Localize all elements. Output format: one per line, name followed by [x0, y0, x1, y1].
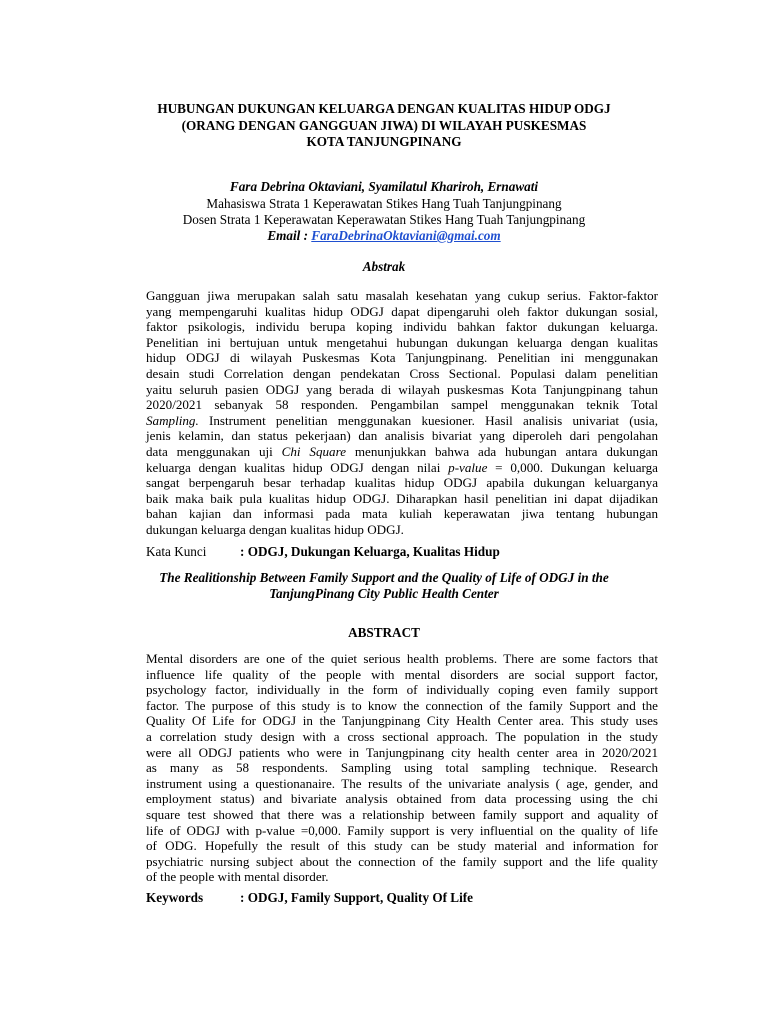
abstrak-italic-term: Sampling.: [146, 412, 199, 428]
abstract-line: Quality Of Life for ODGJ in the Tanjungpinang City Health Center area. This study uses: [146, 713, 658, 729]
email-link[interactable]: FaraDebrinaOktaviani@gmai.com: [311, 228, 501, 243]
abstract-line: psychology factor, individually in the form of individually coping even family support: [146, 682, 658, 698]
abstrak-italic-term: p-value: [448, 459, 488, 475]
email-line: [0, 228, 768, 245]
paper-title: [120, 101, 648, 151]
abstrak-italic-term: Chi Square: [281, 443, 347, 459]
abstract-line: influence life quality of the people with mental disorders are social support factor,: [146, 666, 658, 682]
title-line: KOTA TANJUNGPINANG: [306, 134, 462, 149]
abstrak-line: Penelitian ini bertujuan untuk mengetahui hubungan dukungan keluarga dengan kualitas: [146, 334, 658, 350]
abstract-line: factor. The purpose of this study is to know the connection of the family Support and the: [146, 697, 658, 713]
abstract-heading: ABSTRACT: [348, 625, 420, 640]
abstract-line: square test showed that there was a relationship between family support and aquality of: [146, 806, 658, 822]
author-names: Fara Debrina Oktaviani, Syamilatul Khariroh, Ernawati: [229, 179, 539, 194]
email-label: Email :: [267, 228, 308, 243]
abstrak-line: jenis kelamin, dan status pekerjaan) dan analisis bivariat yang diperoleh dari pengolahan: [146, 428, 658, 444]
affiliation-student: Mahasiswa Strata 1 Keperawatan Stikes Hang Tuah Tanjungpinang: [206, 196, 562, 211]
keywords-label: Keywords: [146, 890, 204, 905]
abstract-line: of ODG. Hopefully the result of this study can be study material and information for: [146, 838, 658, 854]
english-title-line: The Realitionship Between Family Support and the Quality of Life of ODGJ in the: [159, 570, 609, 585]
abstrak-line: 2020/2021 sebanyak 58 responden. Pengambilan sampel menggunakan teknik Total: [146, 397, 658, 413]
abstrak-body: [146, 288, 658, 538]
abstrak-line: data menggunakan uji Chi Square menunjukkan bahwa ada hubungan antara dukungan: [146, 443, 658, 459]
abstrak-line: keluarga dengan kualitas hidup ODGJ dengan nilai p-value = 0,000. Dukungan keluarga: [146, 459, 658, 475]
abstract-body: [146, 651, 658, 885]
abstrak-line: Sampling. Instrument penelitian menggunakan kuesioner. Hasil analisis univariat (usia,: [146, 412, 658, 428]
abstract-line: psychiatric nursing subject about the connection of the family support and the life quality: [146, 853, 658, 869]
keywords-row: [146, 890, 473, 906]
abstrak-heading: Abstrak: [362, 259, 406, 274]
keywords-value: : ODGJ, Family Support, Quality Of Life: [240, 890, 473, 905]
abstract-line: Mental disorders are one of the quiet serious health problems. There are some factors that: [146, 651, 658, 666]
english-title-line: TanjungPinang City Public Health Center: [269, 586, 499, 601]
kata-kunci-value: : ODGJ, Dukungan Keluarga, Kualitas Hidup: [240, 544, 500, 559]
abstrak-line: Gangguan jiwa merupakan salah satu masalah kesehatan yang cukup serius. Faktor-faktor: [146, 288, 658, 303]
abstrak-line: faktor psikologis, individu berupa koping individu bahkan faktor dukungan keluarga.: [146, 319, 658, 335]
kata-kunci-label: Kata Kunci: [146, 544, 207, 559]
abstrak-line: yang mempengaruhi kualitas hidup ODGJ dapat dipengaruhi oleh faktor dukungan sosial,: [146, 303, 658, 319]
title-line: HUBUNGAN DUKUNGAN KELUARGA DENGAN KUALITAS HIDUP ODGJ: [157, 101, 611, 116]
abstract-line: instrument using a questionanaire. The results of the univariate analysis ( age, gender, and: [146, 775, 658, 791]
abstract-line: life of ODGJ with p-value =0,000. Family support is very influential on the quality of life: [146, 822, 658, 838]
abstract-line: of the people with mental disorder.: [146, 869, 329, 885]
abstract-line: were all ODGJ patients who were in Tanjungpinang city health center area in 2020/2021: [146, 744, 658, 760]
abstract-line: a correlation study design with a cross sectional approach. The population in the study: [146, 728, 658, 744]
abstract-line: employment status) and bivariate analysis obtained from data processing using the chi: [146, 791, 658, 807]
abstrak-line: sangat berpengaruh besar terhadap kualitas hidup ODGJ apabila dukungan keluarganya: [146, 475, 658, 491]
abstrak-line: dukungan keluarga dengan kualitas hidup ODGJ.: [146, 521, 404, 537]
title-line: (ORANG DENGAN GANGGUAN JIWA) DI WILAYAH PUSKESMAS: [181, 117, 587, 133]
abstrak-line: baik maka baik pula kualitas hidup ODGJ. Diharapkan hasil penelitian ini dapat dijadikan: [146, 490, 658, 506]
abstrak-line: desain studi Correlation dengan pendekatan Cross Sectional. Populasi dalam penelitian: [146, 365, 658, 381]
abstract-line: as many as 58 respondents. Sampling using total sampling technique. Research: [146, 760, 658, 776]
abstrak-line: yaitu seluruh pasien ODGJ yang berada di wilayah puskesmas Kota Tanjungpinang tahun: [146, 381, 658, 397]
abstrak-line: hidup ODGJ di wilayah Puskesmas Kota Tanjungpinang. Penelitian ini menggunakan: [146, 350, 658, 366]
kata-kunci-row: [146, 544, 500, 560]
english-title: [120, 570, 648, 602]
abstrak-line: bahan kajian dan informasi pada mata kuliah keperawatan jiwa tentang hubungan: [146, 506, 658, 522]
affiliation-lecturer: Dosen Strata 1 Keperawatan Keperawatan Stikes Hang Tuah Tanjungpinang: [182, 212, 586, 227]
